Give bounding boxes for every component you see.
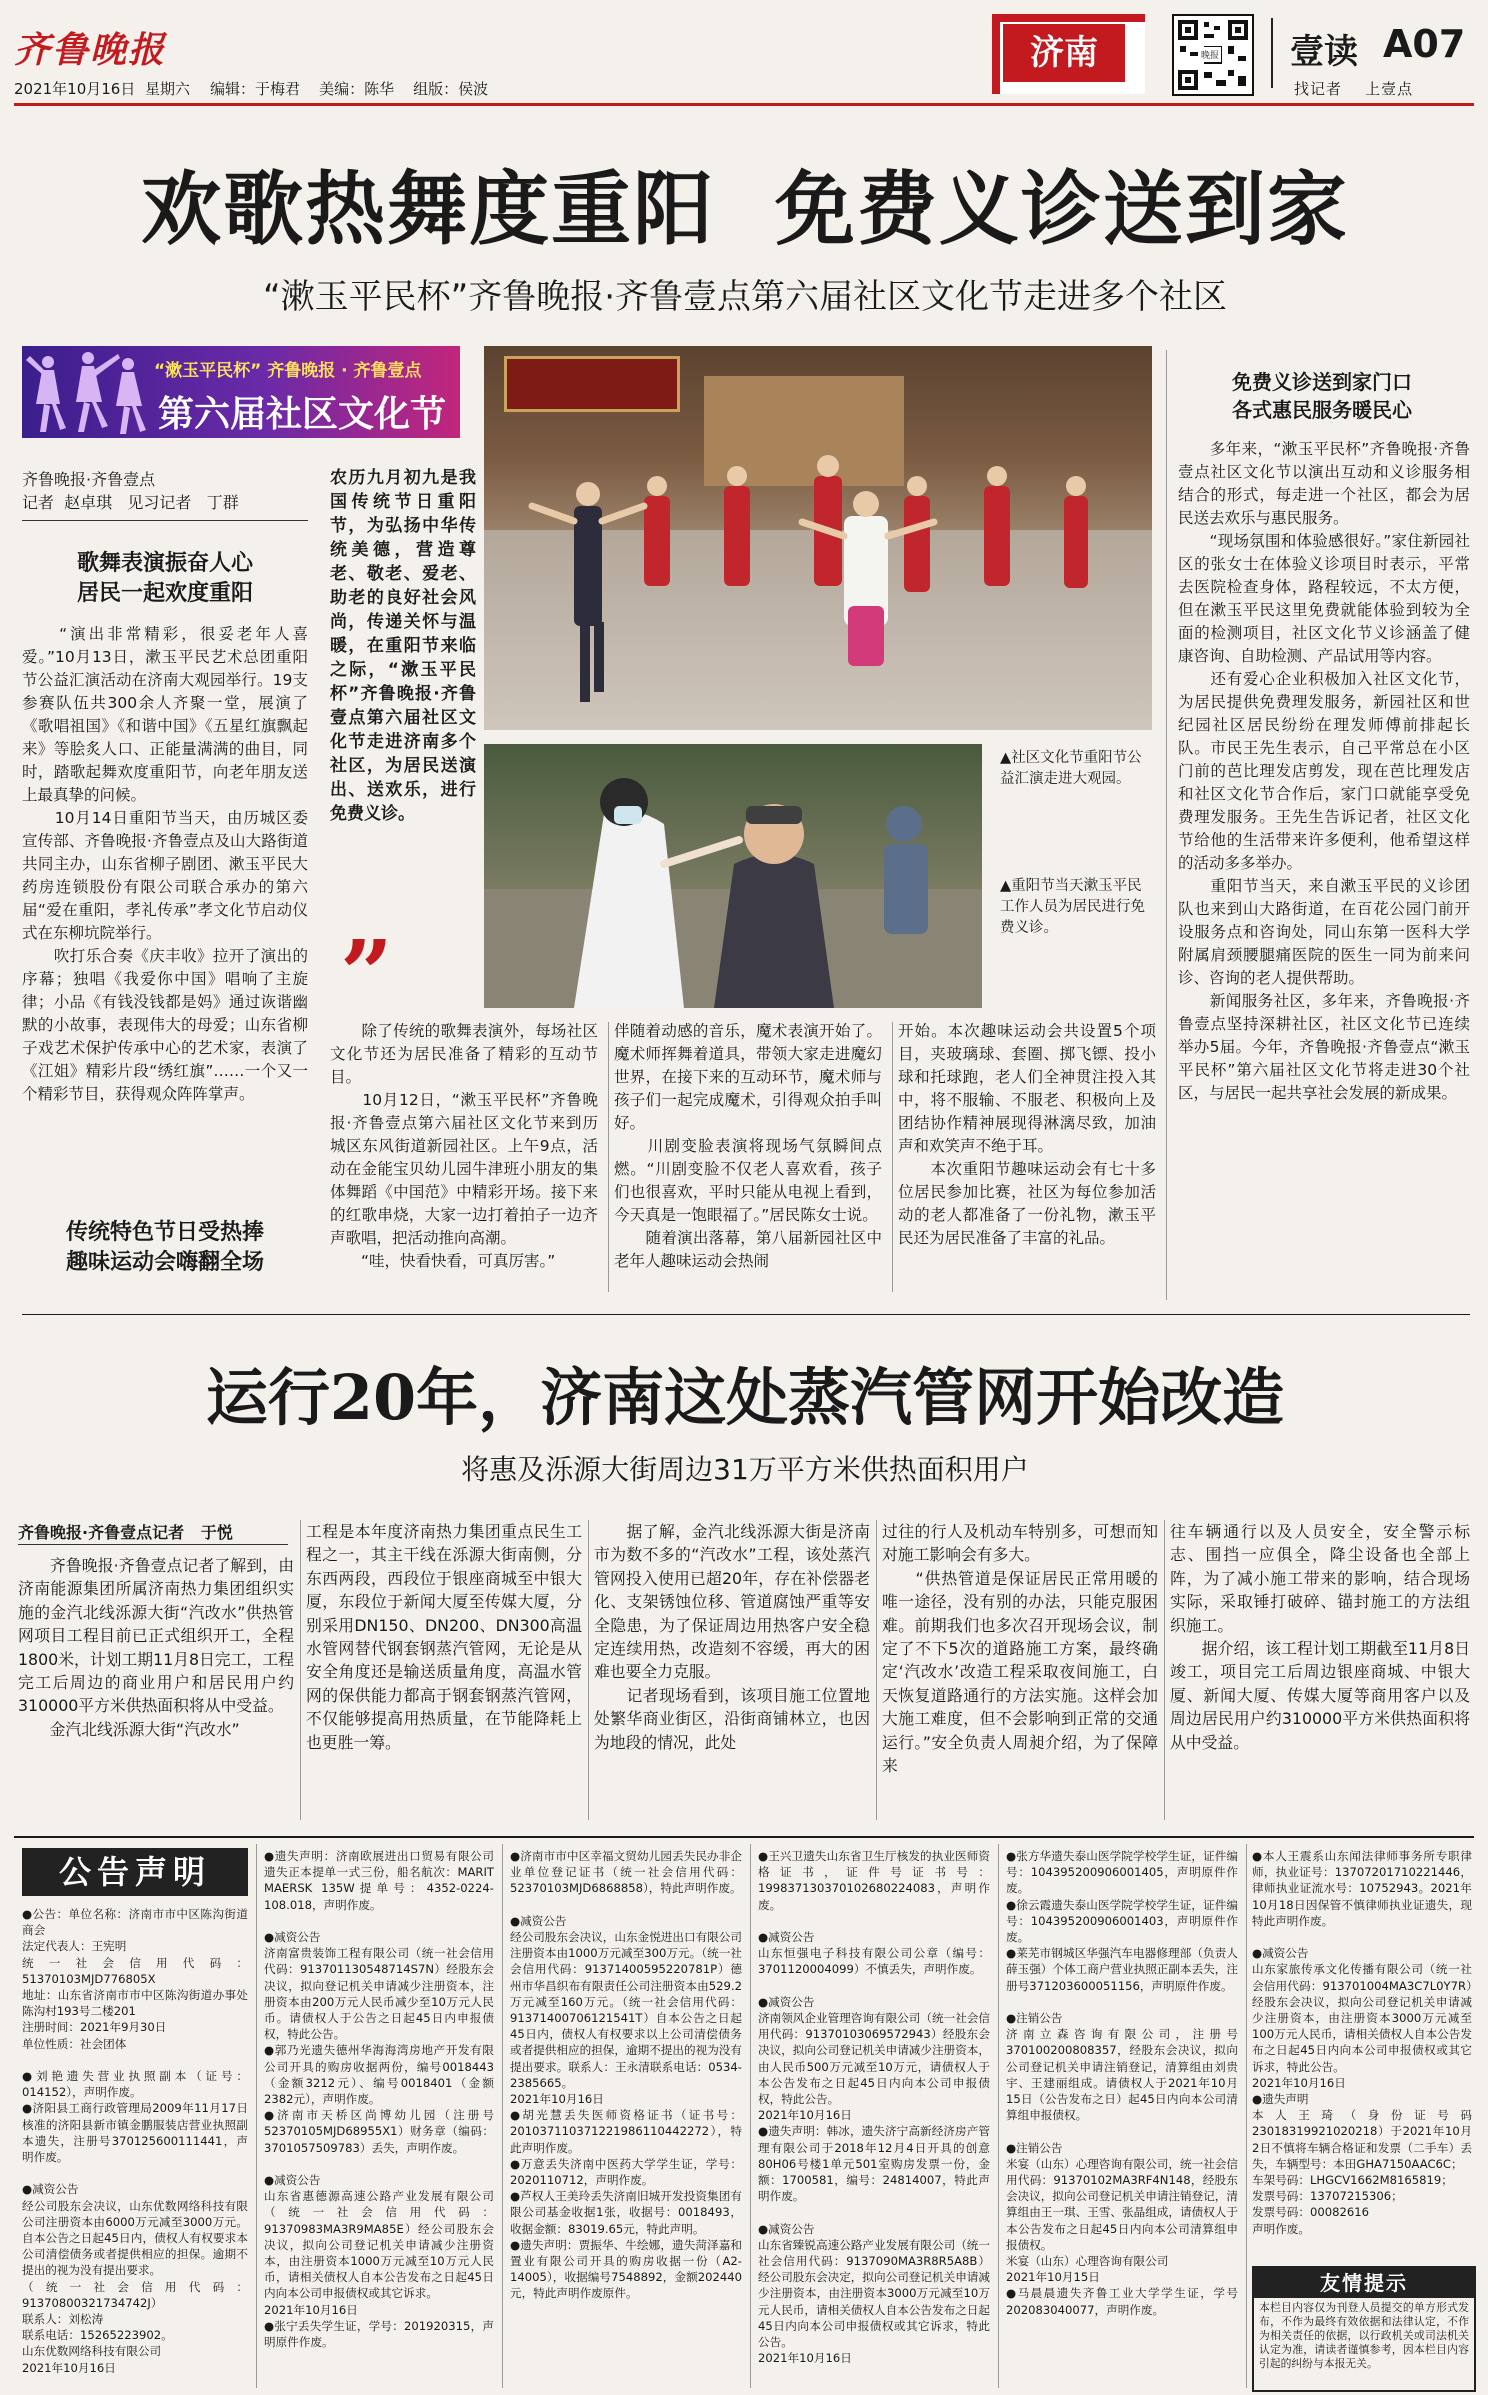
issue-weekday: 星期六 — [145, 80, 191, 98]
page-number: A07 — [1383, 22, 1466, 66]
photo2-caption: ▲重阳节当天漱玉平民工作人员为居民进行免费义诊。 — [1000, 878, 1145, 936]
section-name: 济南 — [1003, 24, 1125, 82]
article1-col5: 开始。本次趣味运动会共设置5个项目，夹玻璃球、套圈、掷飞镖、投小球和托球跑，老人们全神贯注投入其中，将不服输、不服老、积极向上及团结协作精神展现得淋漓尽致，加油声和欢笑声不绝于耳。 本次重阳节趣味运动会有七十多位居民参加比赛，社区为每位参加活动的老人都准备了一份礼物，漱玉平民还为居民准备了丰富的礼品。 — [898, 1022, 1156, 1247]
article1-byline: 齐鲁晚报·齐鲁壹点 记者 赵卓琪 见习记者 丁群 — [22, 470, 239, 512]
masthead-rule — [14, 103, 1474, 106]
notice-col2: ●遗失声明：济南欧展进出口贸易有限公司遗失正本提单一式三份，船名航次：MARIT MAERSK 135W提单号：4352-0224-108.018，声明作废。 ●减资公告 济南富贵装饰工程有限公司（统一社会信用代码：913701130548714S7N）经股东会决议，拟向登记机关申请减少注册资本，注册资本由200万元人民币减少至10万元人民币。请债权人于公告之日起45日内申报债权，特此公告。 ●郭乃光遗失德州华海海湾房地产开发有限公司开具的购房收据两份，编号0018443（金额3212元）、编号0018401（金额2382元），声明作废。 ●济南市天桥区尚博幼儿园（注册号52370105MJD68955X1）财务章（编码：3701057509783）丢失，声明作废。 ●减资公告 山东省惠德源高速公路产业发展有限公司（统一社会信用代码：91370983MA3R9MA85E）经公司股东会决议，拟向公司登记机关申请减少注册资本，由注册资本1000万元减至10万元人民币，请相关债权人自本公告发布之日起45日内向本公司申报债权或其它诉求。 2021年10月16日 ●张宁丢失学生证，学号：201920315，声明原件作废。 — [264, 1849, 494, 2350]
photo1-figures — [484, 346, 1152, 730]
column-rule — [300, 1520, 301, 1820]
column-rule — [1166, 350, 1167, 1300]
article1-subhead: “漱玉平民杯”齐鲁晚报·齐鲁壹点第六届社区文化节走进多个社区 — [262, 277, 1228, 317]
photo2-figures — [484, 744, 982, 1008]
photo-free-clinic — [484, 744, 982, 1008]
column-rule — [998, 1844, 999, 2388]
right-section-title: 免费义诊送到家门口 各式惠民服务暖民心 — [1232, 370, 1412, 422]
editor-credits: 编辑：于梅君 美编：陈华 组版：侯波 — [210, 80, 489, 98]
photo1-caption: ▲社区文化节重阳节公益汇演走进大观园。 — [1000, 750, 1142, 787]
qr-badge-label: 晚报 — [1199, 47, 1221, 62]
issue-date: 2021年10月16日 — [14, 80, 136, 98]
newspaper-logo: 齐鲁晚报 — [14, 29, 167, 71]
column-rule — [750, 1844, 751, 2388]
section1-title: 歌舞表演振奋人心 居民一起欢度重阳 — [76, 550, 253, 606]
article1-col3: 除了传统的歌舞表演外，每场社区文化节还为居民准备了精彩的互动节目。 10月12日，“漱玉平民杯”齐鲁晚报·齐鲁壹点第六届社区文化节来到历城区东风街道新园社区。上午9点，活动在金能宝贝幼儿园牛津班小朋友的集体舞蹈《中国范》中精彩开场。接下来的红歌串烧，大家一边打着拍子一边齐声歌唱，把活动推向高潮。 “哇，快看快看，可真厉害。” — [330, 1022, 598, 1270]
article2-byline: 齐鲁晚报·齐鲁壹点记者 于悦 — [18, 1523, 233, 1542]
notices-header: 公告声明 — [22, 1848, 248, 1896]
article1-right-col: 多年来，“漱玉平民杯”齐鲁晚报·齐鲁壹点社区文化节以演出互动和义诊服务相结合的形式，每走进一个社区，都会为居民送去欢乐与惠民服务。 “现场氛围和体验感很好。”家住新园社区的张女士在体验义诊项目时表示，平常去医院检查身体，路程较远，不太方便，但在漱玉平民这里免费就能体验到较为全面的检测项目，社区文化节义诊涵盖了健康咨询、自助检测、产品试用等内容。 还有爱心企业积极加入社区文化节，为居民提供免费理发服务，新园社区和世纪园社区居民纷纷在理发师傅前排起长队。市民王先生表示，自己平常总在小区门前的芭比理发店剪发，现在芭比理发店和社区文化节合作后，家门口就能享受免费理发服务。王先生告诉记者，社区文化节给他的生活带来许多便利，他希望这样的活动多多举办。 重阳节当天，来自漱玉平民的义诊团队也来到山大路街道，在百花公园门前开设服务点和咨询处，同山东第一医科大学附属肩颈腰腿痛医院的医生一同为前来问诊、咨询的老人提供帮助。 新闻服务社区，多年来，齐鲁晚报·齐鲁壹点坚持深耕社区，社区文化节已连续举办5届。今年，齐鲁晚报·齐鲁壹点“漱玉平民杯”第六届社区文化节将走进30个社区，与居民一起共享社会发展的新成果。 — [1178, 440, 1470, 1102]
qr-code[interactable] — [1172, 14, 1254, 96]
masthead-divider — [1271, 18, 1273, 88]
pull-quote: 农历九月初九是我国传统节日重阳节，为弘扬中华传统美德，营造尊老、敬老、爱老、助老的良好社会风尚，传递关怀与温暖，在重阳节来临之际，“漱玉平民杯”齐鲁晚报·齐鲁壹点第六届社区文化节走进济南多个社区，为居民送演出、送欢乐，进行免费义诊。 — [330, 468, 476, 824]
article2-col1: 齐鲁晚报·齐鲁壹点记者了解到，由济南能源集团所属济南热力集团组织实施的金汽北线泺源大街“汽改水”供热管网项目工程目前已正式组织开工，全程1800米，计划工期11月8日完工，工程完工后周边的商业用户和居民用户约310000平方米供热面积将从中受益。 金汽北线泺源大街“汽改水” — [18, 1556, 294, 1739]
article2-headline: 运行20年，济南这处蒸汽管网开始改造 — [205, 1361, 1285, 1434]
column-rule — [588, 1520, 589, 1820]
article2-col5: 往车辆通行以及人员安全，安全警示标志、围挡一应俱全，降尘设备也全部上阵，为了减小施工带来的影响，结合现场实际，采取锤打破碎、锚封施工的方法组织施工。 据介绍，该工程计划工期截至11月8日竣工，项目完工后周边银座商城、中银大厦、新闻大厦、传媒大厦等商用客户以及周边居民用户约310000平方米供热面积将从中受益。 — [1170, 1522, 1470, 1752]
article-separator — [22, 1314, 1470, 1315]
festival-banner — [22, 346, 460, 438]
notice-col1: ●公告：单位名称：济南市市中区陈沟街道商会 法定代表人：王宪明 统一社会信用代码：51370103MJD776805X 地址：山东省济南市市中区陈沟街道办事处陈沟村193号二楼201 注册时间：2021年9月30日 单位性质：社会团体 ●刘艳遗失营业执照副本（证号：014152），声明作废。 ●济阳县工商行政管理局2009年11月17日核准的济阳县新市镇金鹏服装店营业执照副本遗失，注册号370125600111441，声明作废。 ●减资公告 经公司股东会决议，山东优数网络科技有限公司注册资本由6000万元减至3000万元。自本公告之日起45日内，债权人有权要求本公司清偿债务或者提供相应的担保。逾期不提出的视为没有提出要求。 （统一社会信用代码：91370800321734742J） 联系人：刘松涛 联系电话：15265223902。 山东优数网络科技有限公司 2021年10月16日 — [22, 1907, 248, 2375]
article2-col4: 过往的行人及机动车特别多，可想而知对施工影响会有多大。 “供热管道是保证居民正常用暖的唯一途径，没有别的办法，只能克服困难。前期我们也多次召开现场会议，制定了不下5次的道路施工方案，最终确定‘汽改水’改造工程采取夜间施工，白天恢复道路通行的方法实施。这样会加大施工难度，但不会影响到正常的交通运行。”安全负责人周昶介绍，为了保障来 — [882, 1522, 1158, 1776]
dancers-icon — [26, 346, 156, 438]
banner-line1: “漱玉平民杯” 齐鲁晚报 · 齐鲁壹点 — [154, 361, 422, 381]
column-rule — [892, 1022, 893, 1292]
friendly-tip-box — [1252, 2266, 1476, 2392]
reporter-hotline: 找记者 上壹点 — [1294, 80, 1414, 98]
article1-col4: 伴随着动感的音乐，魔术表演开始了。魔术师挥舞着道具，带领大家走进魔幻世界，在接下来的互动环节，魔术师与孩子们一起完成魔术，引得观众拍手叫好。 川剧变脸表演将现场气氛瞬间点燃。“川剧变脸不仅老人喜欢看，孩子们也很喜欢，平时只能从电视上看到，今天真是一饱眼福了。”居民陈女士说。 随着演出落幕，第八届新园社区中老年人趣味运动会热闹 — [614, 1022, 882, 1270]
notice-separator — [14, 1836, 1474, 1838]
edition-label: 壹读 — [1290, 32, 1358, 72]
section2-title: 传统特色节日受热捧 趣味运动会嗨翻全场 — [65, 1219, 264, 1275]
column-rule — [1164, 1520, 1165, 1820]
friendly-tip-title: 友情提示 — [1254, 2268, 1474, 2298]
column-rule — [256, 1844, 257, 2388]
column-rule — [1246, 1844, 1247, 2388]
friendly-tip-text: 本栏目内容仅为刊登人员提交的单方形式发布，不作为最终有效依据和法律认定，不作为相关责任的依据，以行政机关或司法机关认定为准，请读者谨慎参考，因本栏目内容引起的纠纷与本报无关。 — [1259, 2301, 1469, 2370]
article2-subhead: 将惠及泺源大街周边31万平方米供热面积用户 — [461, 1453, 1029, 1486]
article1-col1: “演出非常精彩，很妥老年人喜爱。”10月13日，漱玉平民艺术总团重阳节公益汇演活动在济南大观园举行。19支参赛队伍共300余人齐聚一堂，展演了《歌唱祖国》《和谐中国》《五星红旗飘起来》等脍炙人口、正能量满满的曲目，同时，踏歌起舞欢度重阳节，向老年朋友送上最真挚的问候。 10月14日重阳节当天，由历城区委宣传部、齐鲁晚报·齐鲁壹点及山大路街道共同主办，山东省柳子剧团、漱玉平民大药房连锁股份有限公司联合承办的第六届“爱在重阳，孝礼传承”孝文化节启动仪式在东柳坑院举行。 吹打乐合奏《庆丰收》拉开了演出的序幕；独唱《我爱你中国》唱响了主旋律；小品《有钱没钱都是妈》通过诙谐幽默的小故事，表现伟大的母爱；山东省柳子戏艺术保护传承中心的艺术家，表演了《江姐》精彩片段“绣红旗”……一个又一个精彩节目，获得观众阵阵掌声。 — [22, 625, 308, 1103]
banner-line2: 第六届社区文化节 — [158, 393, 447, 435]
byline-rule — [18, 1544, 288, 1545]
article1-headline: 欢歌热舞度重阳 免费义诊送到家 — [141, 162, 1349, 256]
notice-col5: ●张方华遗失泰山医学院学校学生证，证件编号：104395200906001405，声明原件作废。 ●徐云霞遗失泰山医学院学校学生证，证件编号：104395200906001403，声明原件作废。 ●莱芜市钢城区华强汽车电器修理部（负责人薛玉强）个体工商户营业执照正副本丢失，注册号371203600051156，声明原件作废。 ●注销公告 济南立森咨询有限公司，注册号370100200808357，经股东会决议，拟向公司登记机关申请注销登记，清算组由刘贵宇、王建丽组成。请债权人于2021年10月15日（公告发布之日）起45日内向本公司清算组申报债权。 ●注销公告 米宴（山东）心理咨询有限公司，统一社会信用代码：91370102MA3RF4N148，经股东会决议，拟向公司登记机关申请注销登记，清算组由王一琪、王雪、张晶组成，请债权人于本公告发布之日起45日内向本公司清算组申报债权。 米宴（山东）心理咨询有限公司 2021年10月15日 ●马晨晨遗失齐鲁工业大学学生证，学号202083040077，声明作废。 — [1006, 1849, 1238, 2317]
column-rule — [608, 1022, 609, 1292]
photo-dance-performance — [484, 346, 1152, 730]
notice-col6: ●本人王震系山东闻法律师事务所专职律师，执业证号：13707201710221446，律师执业证流水号：10752943。2021年10月18日因保管不慎律师执业证遗失，现特此声明作废。 ●减资公告 山东家旅传承文化传播有限公司（统一社会信用代码：913701004MA3C7L0Y7R）经股东会决议，拟向公司登记机关申请减少注册资本，由注册资本3000万元减至100万元人民币，请相关债权人自本公告发布之日起45日内向本公司申报债权或其它诉求，特此公告。 2021年10月16日 ●遗失声明 本人王琦（身份证号码23018319921020218）于2021年10月2日不慎将车辆合格证和发票（二手车）丢失，车辆型号：本田GHA7150AAC6C； 车架号码：LHGCV1662M8165819； 发票号码：13707215306； 发票号码：00082616 声明作废。 — [1252, 1849, 1472, 2236]
notice-col3: ●济南市市中区幸福文贸幼儿园丢失民办非企业单位登记证书（统一社会信用代码：52370103MJD6868858），特此声明作废。 ●减资公告 经公司股东会决议，山东金悦进出口有限公司注册资本由1000万元减至300万元。（统一社会信用代码：91371400595220781P）德州市华昌织布有限责任公司注册资本由529.2万元减至160万元。（统一社会信用代码：91371400706121541T）自本公告之日起45日内，债权人有权要求以上公司清偿债务或者提供相应的担保，逾期不提出的视为没有提出要求。联系人：王永清联系电话：0534-2385665。 2021年10月16日 ●胡光慧丢失医师资格证书（证书号：201037110371221986110442272），特此声明作废。 ●万意丢失济南中医药大学学生证，学号：2020110712，声明作废。 ●芦权人王美玲丢失济南旧城开发投资集团有限公司基金收据1张，收据号：0018493，收据金额：83019.65元，特此声明。 ●遗失声明：贾振华、牛绘娜，遗失菏泽嘉和置业有限公司开具的购房收据一份（A2-14005），收据编号7548892，金额202440元，特此声明作废原件。 — [510, 1849, 742, 2301]
article2-col3: 据了解，金汽北线泺源大街是济南市为数不多的“汽改水”工程，该处蒸汽管网投入使用已超20年，存在补偿器老化、支架锈蚀位移、管道腐蚀严重等安全隐患，为了保证周边用热客户安全稳定连续用热，改造刻不容缓，再大的困难也要全力克服。 记者现场看到，该项目施工位置地处繁华商业街区，沿街商铺林立，也因为地段的情况，此处 — [594, 1522, 870, 1752]
byline-rule — [22, 520, 308, 521]
column-rule — [502, 1844, 503, 2388]
column-rule — [876, 1520, 877, 1820]
article2-col2: 工程是本年度济南热力集团重点民生工程之一，其主干线在泺源大街南侧，分东西两段，西段位于银座商城至中银大厦，东段位于新闻大厦至传媒大厦，分别采用DN150、DN200、DN300高温水管网替代钢套钢蒸汽管网，无论是从安全角度还是输送质量角度，高温水管网的保供能力都高于钢套钢蒸汽管网，不仅能够提高用热质量，在节能降耗上也更胜一筹。 — [306, 1522, 582, 1752]
pull-quote-mark: ” — [340, 920, 393, 1028]
notice-col4: ●王兴卫遗失山东省卫生厅核发的执业医师资格证书，证件号证书号：199837130370102680224083，声明作废。 ●减资公告 山东恒强电子科技有限公司公章（编号：3701120004099）不慎丢失，声明作废。 ●减资公告 济南领风企业管理咨询有限公司（统一社会信用代码：91370103069572943）经股东会决议，拟向公司登记机关申请减少注册资本，由人民币500万元减至10万元，请债权人于本公告发布之日起45日内向本公司申报债权，特此公告。 2021年10月16日 ●遗失声明：韩冰，遗失济宁高新经济房产管理有限公司于2018年12月4日开具的创意80H06号楼1单元501室购房发票一份，金额：1700581，编号：24814007，特此声明作废。 ●减资公告 山东省臻锐高速公路产业发展有限公司（统一社会信用代码：9137090MA3R8R5A8B）经公司股东会决定，拟向公司登记机关申请减少注册资本，由注册资本3000万元减至10万元人民币，请相关债权人自本公告发布之日起45日内向本公司申报债权或其它诉求，特此公告。 2021年10月16日 — [758, 1849, 990, 2366]
